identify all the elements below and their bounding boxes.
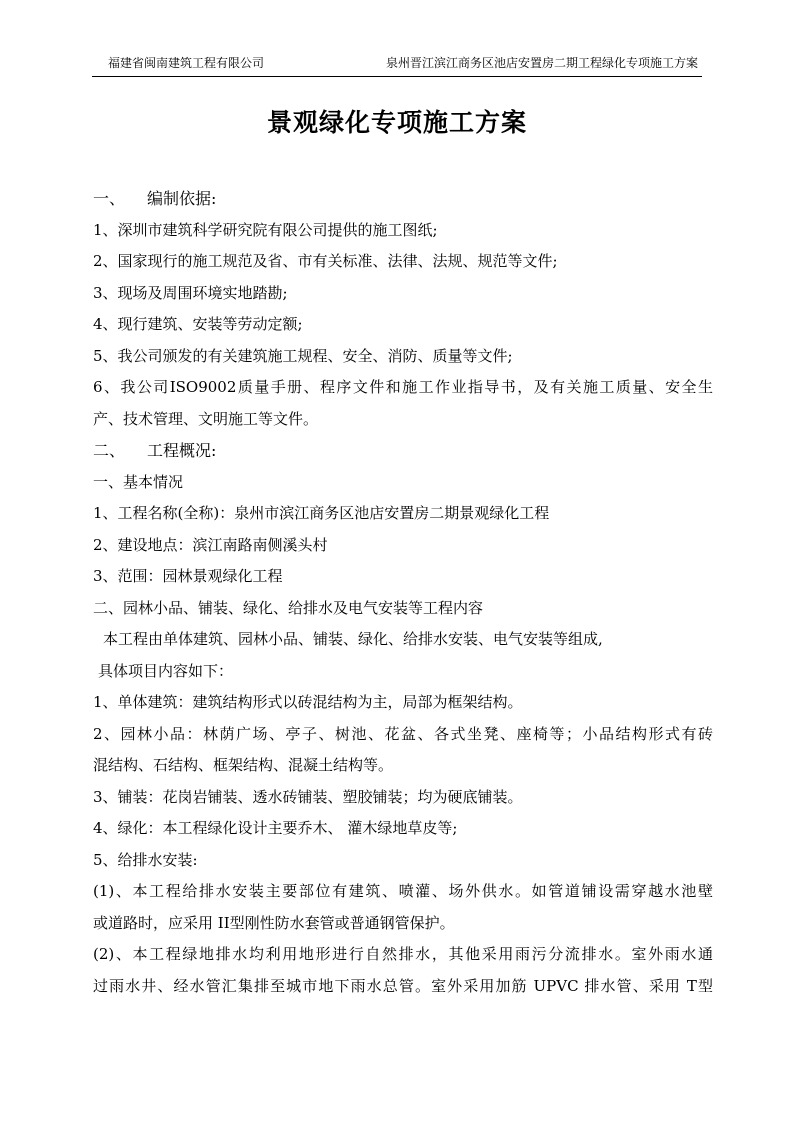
section-title: 工程概况: bbox=[147, 441, 217, 460]
paragraph-line: (2)、本工程绿地排水均利用地形进行自然排水，其他采用雨污分流排水。室外雨水通 bbox=[93, 945, 713, 963]
document-body bbox=[93, 183, 713, 1002]
section-number: 一、 bbox=[93, 189, 126, 208]
page-header bbox=[108, 54, 698, 74]
paragraph-line: 5、给排水安装: bbox=[93, 850, 198, 869]
paragraph-line: 过雨水井、经水管汇集排至城市地下雨水总管。室外采用加筋 UPVC 排水管、采用 T型 bbox=[93, 976, 713, 995]
section-heading-basis bbox=[93, 183, 713, 215]
paragraph-line: 4、现行建筑、安装等劳动定额; bbox=[93, 315, 303, 333]
paragraph-line: 2、园林小品：林荫广场、亭子、树池、花盆、各式坐凳、座椅等；小品结构形式有砖 bbox=[93, 724, 713, 743]
paragraph-line: 2、国家现行的施工规范及省、市有关标准、法律、法规、规范等文件; bbox=[93, 252, 558, 270]
paragraph-line: 6、我公司ISO9002质量手册、程序文件和施工作业指导书，及有关施工质量、安全生 bbox=[93, 378, 713, 396]
header-company: 福建省闽南建筑工程有限公司 bbox=[108, 56, 265, 70]
paragraph-line: 3、现场及周围环境实地踏勘; bbox=[93, 283, 288, 302]
paragraph-line: 1、工程名称(全称)：泉州市滨江商务区池店安置房二期景观绿化工程 bbox=[93, 504, 550, 522]
paragraph-line: 二、园林小品、铺装、绿化、给排水及电气安装等工程内容 bbox=[93, 598, 484, 617]
paragraph-line: 具体项目内容如下： bbox=[98, 661, 234, 680]
paragraph-line: 产、技术管理、文明施工等文件。 bbox=[93, 409, 319, 428]
paragraph-line: 4、绿化：本工程绿化设计主要乔木、 灌木绿地草皮等; bbox=[93, 819, 458, 837]
header-project: 泉州晋江滨江商务区池店安置房二期工程绿化专项施工方案 bbox=[385, 56, 698, 70]
paragraph-line: (1)、本工程给排水安装主要部位有建筑、喷灌、场外供水。如管道铺设需穿越水池壁 bbox=[93, 882, 713, 900]
section-heading-overview bbox=[93, 435, 713, 467]
paragraph-line: 1、单体建筑：建筑结构形式以砖混结构为主，局部为框架结构。 bbox=[93, 693, 523, 711]
paragraph-line: 混结构、石结构、框架结构、混凝土结构等。 bbox=[93, 756, 394, 774]
paragraph-line: 或道路时，应采用 II型刚性防水套管或普通钢管保护。 bbox=[93, 913, 455, 932]
header-rule bbox=[92, 76, 702, 77]
section-title: 编制依据: bbox=[147, 189, 217, 208]
paragraph-line: 本工程由单体建筑、园林小品、铺装、绿化、给排水安装、电气安装等组成, bbox=[103, 630, 603, 648]
paragraph-line: 3、范围：园林景观绿化工程 bbox=[93, 567, 283, 585]
section-number: 二、 bbox=[93, 441, 126, 460]
document-title: 景观绿化专项施工方案 bbox=[266, 108, 527, 137]
paragraph-line: 3、铺装：花岗岩铺装、透水砖铺装、塑胶铺装；均为硬底铺装。 bbox=[93, 787, 523, 806]
paragraph-line: 5、我公司颁发的有关建筑施工规程、安全、消防、质量等文件; bbox=[93, 346, 513, 365]
paragraph-line: 1、深圳市建筑科学研究院有限公司提供的施工图纸; bbox=[93, 220, 438, 239]
paragraph-line: 一、基本情况 bbox=[93, 472, 184, 491]
paragraph-line: 2、建设地点：滨江南路南侧溪头村 bbox=[93, 535, 328, 554]
